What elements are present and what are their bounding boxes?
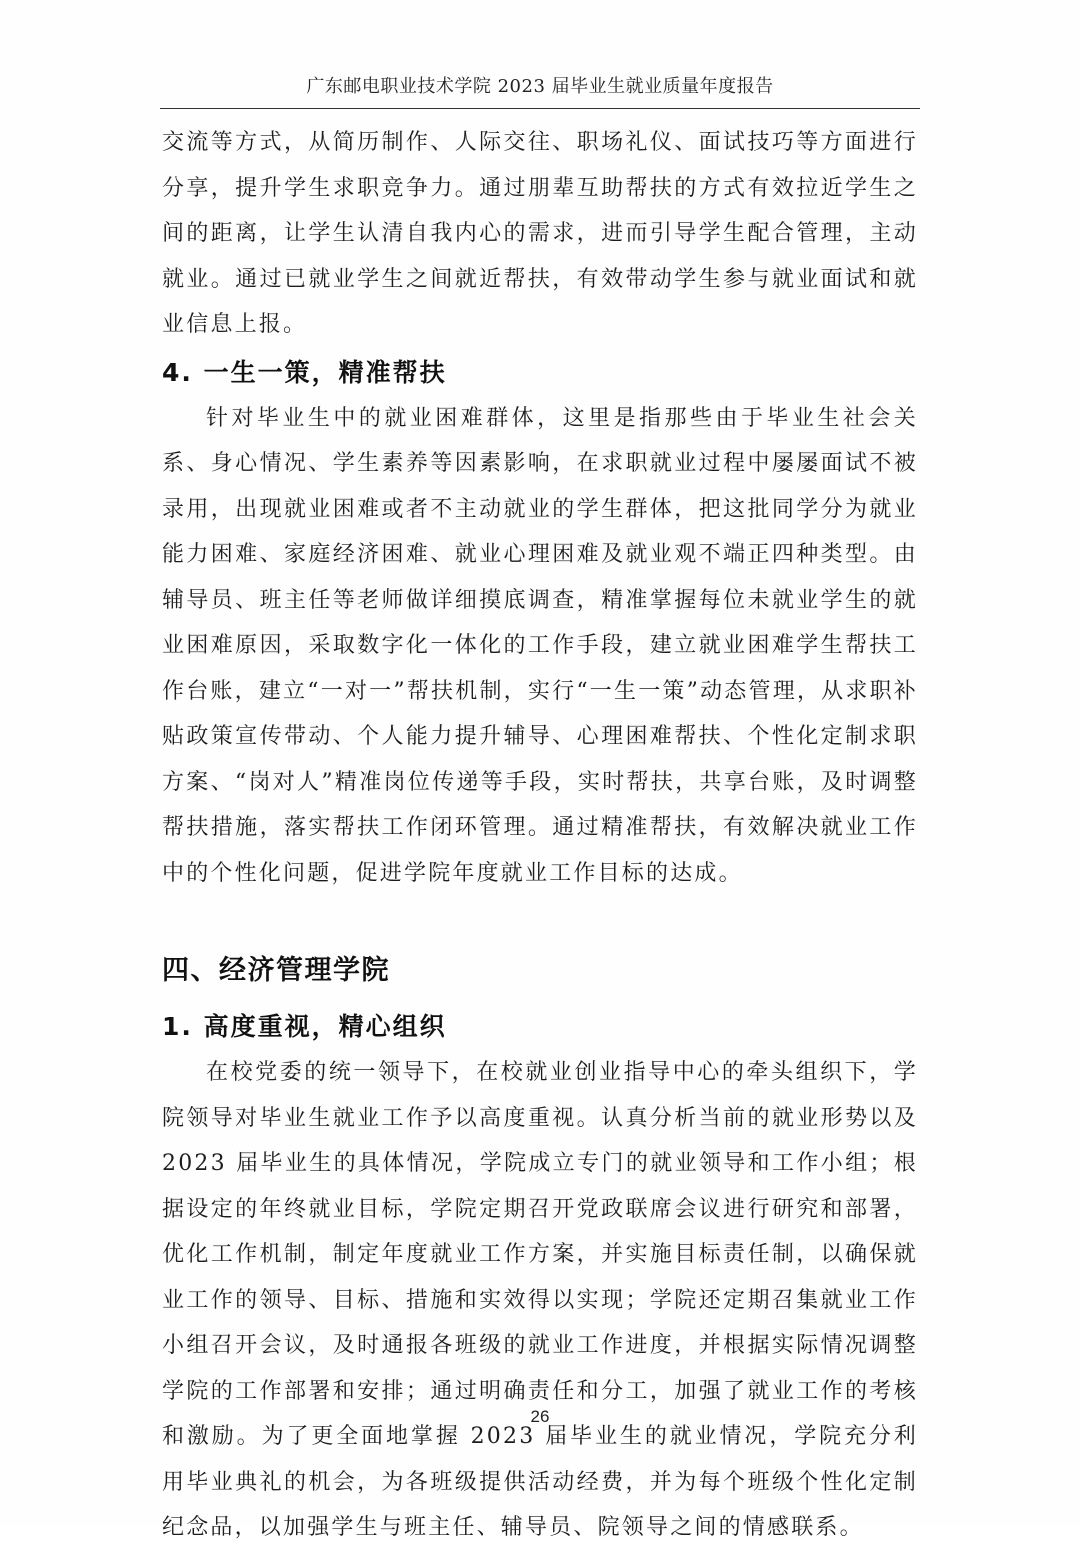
header-rule <box>160 108 920 109</box>
paragraph-continued: 交流等方式，从简历制作、人际交往、职场礼仪、面试技巧等方面进行分享，提升学生求职竞争力。通过朋辈互助帮扶的方式有效拉近学生之间的距离，让学生认清自我内心的需求，进而引导学生配合管理，主动就业。通过已就业学生之间就近帮扶，有效带动学生参与就业面试和就业信息上报。 <box>162 130 918 337</box>
page-content <box>162 120 918 1551</box>
subheading-one-student-one-plan: 4. 一生一策，精准帮扶 <box>162 357 447 387</box>
subheading-high-attention: 1. 高度重视，精心组织 <box>162 1012 447 1041</box>
running-header: 广东邮电职业技术学院 2023 届毕业生就业质量年度报告 <box>306 76 774 97</box>
page-number: 26 <box>530 1407 550 1426</box>
section-heading-economics-management: 四、经济管理学院 <box>162 955 390 986</box>
paragraph-precise-assistance: 针对毕业生中的就业困难群体，这里是指那些由于毕业生社会关系、身心情况、学生素养等因素影响，在求职就业过程中屡屡面试不被录用，出现就业困难或者不主动就业的学生群体，把这批同学分为就业能力困难、家庭经济困难、就业心理困难及就业观不端正四种类型。由辅导员、班主任等老师做详细摸底调查，精准掌握每位未就业学生的就业困难原因，采取数字化一体化的工作手段，建立就业困难学生帮扶工作台账，建立“一对一”帮扶机制，实行“一生一策”动态管理，从求职补贴政策宣传带动、个人能力提升辅导、心理困难帮扶、个性化定制求职方案、“岗对人”精准岗位传递等手段，实时帮扶，共享台账，及时调整帮扶措施，落实帮扶工作闭环管理。通过精准帮扶，有效解决就业工作中的个性化问题，促进学院年度就业工作目标的达成。 <box>162 405 918 886</box>
paragraph-organization: 在校党委的统一领导下，在校就业创业指导中心的牵头组织下，学院领导对毕业生就业工作予以高度重视。认真分析当前的就业形势以及 2023 届毕业生的具体情况，学院成立专门的就业领导和工作小组；根据设定的年终就业目标，学院定期召开党政联席会议进行研究和部署，优化工作机制，制定年度就业工作方案，并实施目标责任制，以确保就业工作的领导、目标、措施和实效得以实现；学院还定期召集就业工作小组召开会议，及时通报各班级的就业工作进度，并根据实际情况调整学院的工作部署和安排；通过明确责任和分工，加强了就业工作的考核和激励。为了更全面地掌握 2023 届毕业生的就业情况，学院充分利用毕业典礼的机会，为各班级提供活动经费，并为每个班级个性化定制纪念品，以加强学生与班主任、辅导员、院领导之间的情感联系。 <box>162 1060 918 1540</box>
